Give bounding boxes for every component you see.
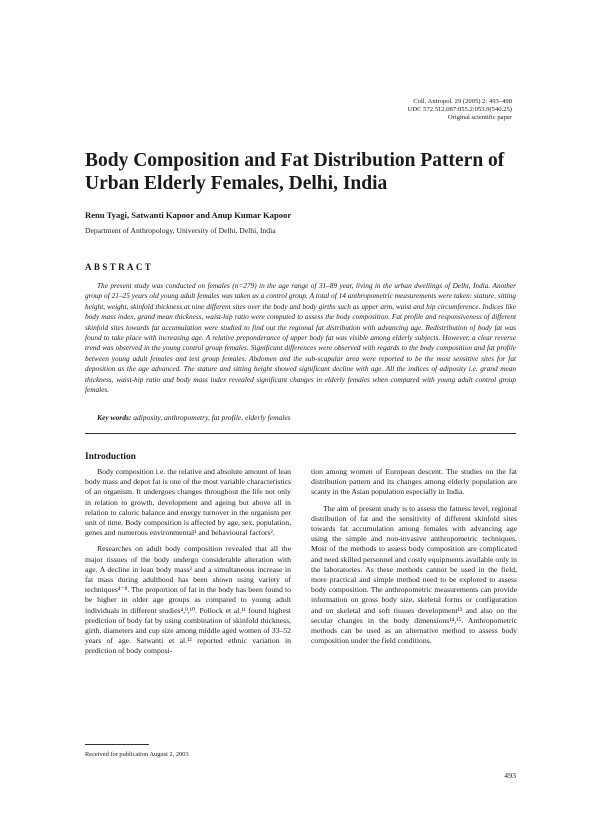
abstract-text: The present study was conducted on females (n=279) in the age range of 31–89 year, living in the urban dwellings of Delhi, India. Another group of 21–25 years old young adult females was taken as a control group. A total of 14 anthropometric measurements were taken: stature, sitting height, weight, skinfold thickness at nine different sites over the body and body girths such as upper arm, waist and hip circumference. Indices like body mass index, grand mean thickness, waist-hip ratio were computed to assess the body composition. Fat profile and responsiveness of different skinfold sites towards fat accumulation were studied to find out the regional fat distribution with advancing age. Redistribution of body fat was found to take place with increasing age. A relative preponderance of upper body fat was visible among elderly subjects. However, a clear reverse trend was observed in the young control group females. Significant differences were observed with regards to the body composition and fat profile between young adult females and test group females. Abdomen and the sub-scapular area were reported to be the most sensitive sites for fat deposition as the age advanced. The stature and sitting height showed significant decline with age. All the indices of adiposity i.e. grand mean thickness, waist-hip ratio and body mass index revealed significant changes in elderly females when compared with young adult control group females. xyxy=(85,281,516,395)
section-heading-introduction: Introduction xyxy=(85,452,136,462)
journal-header xyxy=(408,98,512,123)
body-paragraph: tion among women of European descent. The studies on the fat distribution pattern and its changes among elderly population are scanty in the Asian population especially in India. xyxy=(311,467,517,497)
journal-citation: Coll. Antropol. 29 (2005) 2: 493–498 xyxy=(413,98,512,105)
keywords-line xyxy=(97,413,291,422)
affiliation: Department of Anthropology, University of Delhi, Delhi, India xyxy=(85,226,276,235)
paper-title: Body Composition and Fat Distribution Pattern of Urban Elderly Females, Delhi, India xyxy=(85,150,505,194)
body-column-right xyxy=(311,467,517,652)
received-date-footnote: Received for publication August 2, 2003 xyxy=(85,751,189,758)
keywords-list: adiposity, anthropometry, fat profile, elderly females xyxy=(133,413,291,422)
body-paragraph: Researches on adult body composition revealed that all the major tissues of the body undergo considerable alteration with age. A decline in lean body mass³ and a simultaneous increase in fat mass during adulthood has been shown using variety of techniques⁴⁻⁸. The proportion of fat in the body has been found to be higher in older age groups as compared to young adult individuals in different studies⁴,⁹,¹⁰. Pollock et al.¹¹ found highest prediction of body fat by using combination of skinfold thickness, girth, diameters and cup size among middle aged women of 33–52 years of age. Satwanti et al.¹² reported ethnic variation in prediction of body composi- xyxy=(85,544,291,656)
footnote-divider xyxy=(85,744,149,745)
udc-code: UDC 572.512.087:055.2:053.9(540.25) xyxy=(407,106,512,114)
abstract-divider xyxy=(85,433,516,434)
page-number: 493 xyxy=(504,771,516,780)
body-column-left xyxy=(85,467,291,663)
body-paragraph: The aim of present study is to assess the fatness level, regional distribution of fat and the sensitivity of different skinfold sites towards fat accumulation among females with advancing age using the simple and non-invasive anthropometric techniques. Most of the methods to assess body composition are complicated and need skilled personnel and costly equipments available only in the laboratories. As these methods cannot be used in the field, more practical and simple method need to be explored to assess body composition. The anthropometric measurements can provide information on gross body size, skeletal forms or configuration and on skeletal and soft tissues development¹³ and also on the secular changes in the body dimensions¹⁴,¹⁵. Anthropometric methods can be used as an alternative method to assess body composition under the field conditions. xyxy=(311,503,517,646)
body-paragraph: Body composition i.e. the relative and absolute amount of lean body mass and depot fat is one of the most variable characteristics of an organism. It undergoes changes throughout the life not only in relation to growth, development and ageing but above all in relation to caloric balance and energy turnover in the organism per unit of time. Body composition is affected by age, sex, population, genes and numerous environmental¹ and behavioural factors². xyxy=(85,467,291,538)
keywords-label: Key words: xyxy=(97,413,132,422)
article-type: Original scientific paper xyxy=(447,114,512,122)
author-list: Renu Tyagi, Satwanti Kapoor and Anup Kumar Kapoor xyxy=(85,210,292,220)
abstract-heading: ABSTRACT xyxy=(85,262,154,272)
